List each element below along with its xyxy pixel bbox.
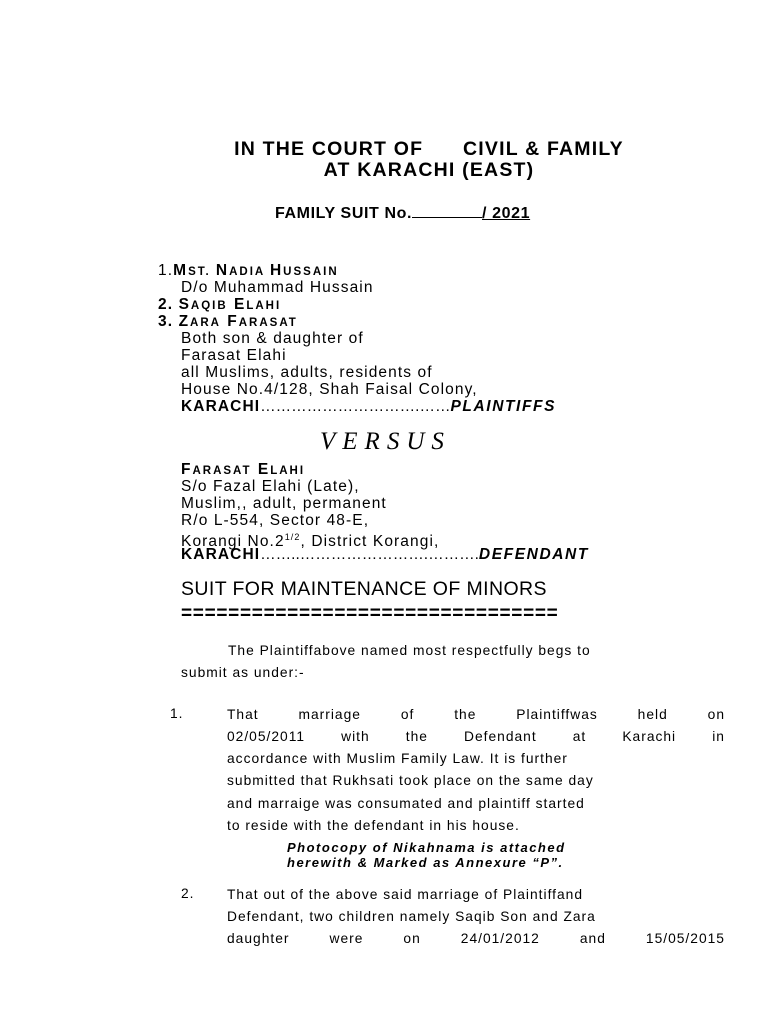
para-2-number: 2. [181,886,195,901]
para-2-line-3-word: 15/05/2015 [645,931,725,946]
suit-number-year: / 2021 [482,205,531,222]
para-1-line-2-word: the [405,729,428,744]
para-2-line-2: Defendant, two children namely Saqib Son and Zara [227,909,596,924]
para-1-line-1-word: on [707,707,725,722]
defendant-city: KARACHI [181,546,261,563]
para-1-line-6: to reside with the defendant in his house. [227,818,520,833]
plaintiff-line-2: Farasat Elahi [181,347,287,364]
defendant-line-1: S/o Fazal Elahi (Late), [181,478,360,495]
suit-title: SUIT FOR MAINTENANCE OF MINORS [181,578,547,600]
plaintiff-2-number: 2. [158,296,174,313]
suit-number-blank [412,204,482,218]
annexure-note-1: Photocopy of Nikahnama is attached [287,840,566,855]
para-2-line-3 [227,928,725,950]
para-1-line-2-word: 02/05/2011 [227,729,306,744]
para-1-line-2-word: Defendant [464,729,537,744]
para-2-line-3-word: 24/01/2012 [460,931,540,946]
para-1-line-3: accordance with Muslim Family Law. It is further [227,751,568,766]
para-1-line-2-word: with [341,729,370,744]
para-2-line-1: That out of the above said marriage of Plaintiffand [227,887,584,902]
defendant-korangi-post: , District Korangi, [300,533,440,551]
defendant-name: FARASAT ELAHI [181,461,306,478]
plaintiff-city: KARACHI [181,398,261,415]
para-1-line-1-word: held [637,707,668,722]
para-2-line-3-word: daughter [227,931,290,946]
intro-line-1: The Plaintiffabove named most respectfully begs to [228,643,591,658]
plaintiff-3-number: 3. [158,313,174,330]
para-2-line-3-word: were [329,931,364,946]
suit-number [275,204,530,223]
plaintiff-dots: ………………………….…… [260,398,451,415]
plaintiff-2-name: SAQIB ELAHI [178,296,282,313]
versus-heading: VERSUS [320,428,451,455]
plaintiff-city-line [181,398,556,415]
para-1-line-1 [227,704,725,726]
defendant-line-3: R/o L-554, Sector 48-E, [181,512,370,529]
defendant-dots: ……..…………………….………. [260,546,479,563]
para-1-line-2-word: Karachi [622,729,677,744]
para-1-line-5: and marraige was consumated and plaintiff started [227,796,585,811]
court-heading-line2: AT KARACHI (EAST) [323,159,535,181]
plaintiff-line-3: all Muslims, adults, residents of [181,364,433,381]
para-1-number: 1. [170,706,184,721]
para-2-line-3-word: and [579,931,606,946]
para-1-line-1-word: the [454,707,477,722]
plaintiff-1-parent: D/o Muhammad Hussain [181,279,374,296]
para-2-line-3-word: on [403,931,421,946]
plaintiff-3-name: ZARA FARASAT [178,313,298,330]
plaintiff-1-number: 1. [158,262,174,279]
suit-number-prefix: FAMILY SUIT No. [275,205,413,222]
annexure-note-2: herewith & Marked as Annexure “P”. [287,855,564,870]
intro-line-2: submit as under:- [181,665,305,680]
para-1-line-4: submitted that Rukhsati took place on the same day [227,773,594,788]
para-1-line-2 [227,726,725,748]
court-heading-line1: IN THE COURT OF CIVIL & FAMILY [234,138,624,160]
para-1-line-2-word: at [572,729,587,744]
para-1-line-1-word: Plaintiffwas [516,707,598,722]
defendant-korangi-pre: Korangi No.2 [181,533,285,551]
para-1-line-2-word: in [712,729,725,744]
plaintiff-1-name: MST. NADIA HUSSAIN [173,262,339,279]
plaintiff-line-4: House No.4/128, Shah Faisal Colony, [181,381,478,398]
plaintiff-line-1: Both son & daughter of [181,330,364,347]
para-1-line-1-word: of [400,707,415,722]
para-1-line-1-word: marriage [298,707,361,722]
para-1-line-1-word: That [227,707,259,722]
defendant-role: DEFENDANT [478,546,589,563]
suit-title-underline: ================================ [181,603,559,624]
plaintiffs-role: PLAINTIFFS [450,398,557,415]
defendant-korangi-sup: 1/2 [284,532,301,542]
defendant-line-2: Muslim,, adult, permanent [181,495,387,512]
defendant-city-line [181,546,589,563]
